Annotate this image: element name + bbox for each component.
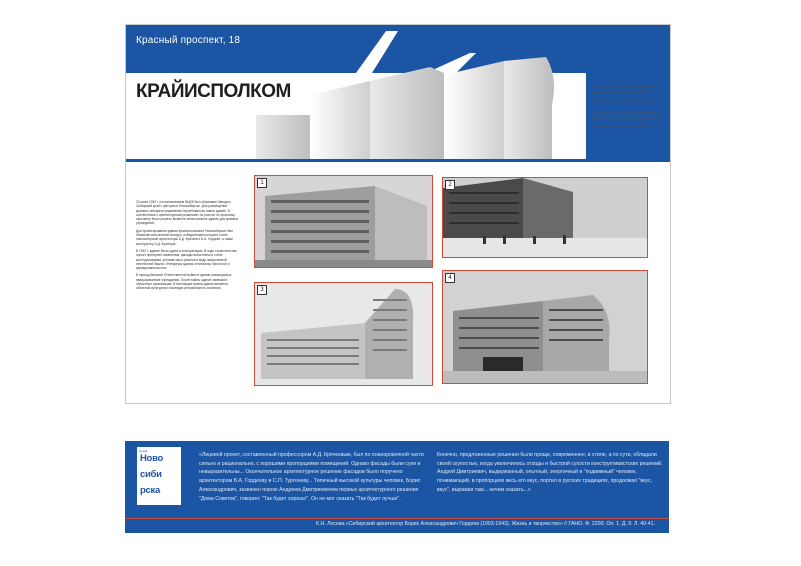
photo-3 <box>254 282 433 386</box>
article-paragraph: Для проектирования здания Крайисполкома в Новосибирске был объявлен всесоюзный конкурс, победителями которого стали новосибирские архитекторы А.Д. Крячков и Б.А. Гордеев, а также конструктор А.Д. Кузнецов. <box>136 228 234 246</box>
article-text <box>136 200 239 294</box>
article-paragraph: 23 июля 1930 г. постановлением ВЦИК был образован Западно-Сибирский край с центром в Новосибирске. Для размещения краевого аппарата управления потребовалось новое здание. В соответствии с архитектурным решением, на участке по Красному проспекту было решено возвести многоэтажное здание для краевых учреждений. <box>136 200 239 226</box>
photo-number: 2 <box>445 180 455 190</box>
photo-1 <box>254 175 433 268</box>
photo-1-image <box>255 176 432 267</box>
logo-line-1: Ново <box>140 453 163 464</box>
wing-4-shape <box>444 61 504 162</box>
photo-number: 1 <box>257 178 267 188</box>
quote-footer <box>125 441 669 533</box>
photo-number: 4 <box>445 273 455 283</box>
photo-captions <box>592 85 666 133</box>
exhibit-panel <box>125 24 671 404</box>
footer-divider <box>125 518 669 519</box>
logo-kicker: музей <box>139 449 148 453</box>
caption-item: 3. Здание Западно-Сибирского Краевого Исполнительного комитета. Перспектива. <box>592 111 660 120</box>
tower-shape <box>504 57 554 162</box>
page-title: КРАЙИСПОЛКОМ <box>136 81 291 102</box>
photo-2 <box>442 177 648 258</box>
article-paragraph: В 1932 г. здание было сдано в эксплуатацию. В ходе строительства проект претерпел изменения: фасады выполнены в стиле конструктивизма, угловая часть решена в виде закругленной лестничной башни. Интерьеры здания отличались простотой и функциональностью. <box>136 248 237 271</box>
photo-4 <box>442 270 648 384</box>
caption-item: 4. Здание Крайисполкома. 1930-е гг. <box>592 124 651 128</box>
quote-left-column: «Лицевой проект, составленный профессором А.Д. Крячковым, был по планировочной части сильно и рационально, с хорошими пропорциями помещений. Однако фасады были сухи и невыразительны... Окончательное архитектурное решение фасадов было поручено архитекторам Б.А. Гордееву и С.П. Тургеневу... Типичный высокой культуры человек, Борис Александрович, захвачен порою Андреем Дмитриевичем первых архитектурного решения "Дома Советов", говорил: "Так будет хорошо". Он не мог сказать "Так будет лучше". <box>199 452 424 502</box>
wing-1-shape <box>256 115 312 162</box>
photo-3-image <box>255 283 432 385</box>
photo-number: 3 <box>257 285 267 295</box>
address-label: Красный проспект, 18 <box>136 35 241 46</box>
photo-4-image <box>443 271 647 383</box>
photo-2-image <box>443 178 647 257</box>
caption-item: 1. Здание Западно-Сибирского Краевого Исполнительного комитета. 1932 г. <box>592 85 659 94</box>
caption-item: 2. Строительство здания Крайисполкома. 1932 г. <box>592 98 660 107</box>
wing-3-shape <box>370 67 444 162</box>
logo-line-3: рска <box>140 485 160 496</box>
quote-source: К.Н. Лосева «Сибирский архитектор Борис Александрович Гордеев (1903-1943). Жизнь и творчество» // ГАНО. Ф. 2200. Оп. 1. Д. 9. Л. 40-41. <box>316 521 655 527</box>
wing-2-shape <box>310 81 370 162</box>
article-paragraph: В период Великой Отечественной войны в здании размещались эвакуированные учреждения. После войны здание занимали областные организации. В настоящее время здание является объектом культурного наследия регионального значения. <box>136 273 232 291</box>
logo-line-2: сиби <box>140 469 162 480</box>
museum-logo <box>137 447 181 505</box>
quote-right-column: Конечно, предложенные решения были проще, современнее, в стиле, а по сути, обладали своей скупостью, когда увеличились отходы и быстрой сухости конструктивистских решений. Андрей Дмитриевич, выдержанный, опытный, энергичный и "подвижный" человек, понимающий, в пропорциях весь его вкус, портил в русских традициях, продолжая "вкус, вкус", выражая там... нечем сказать...» <box>437 452 663 493</box>
